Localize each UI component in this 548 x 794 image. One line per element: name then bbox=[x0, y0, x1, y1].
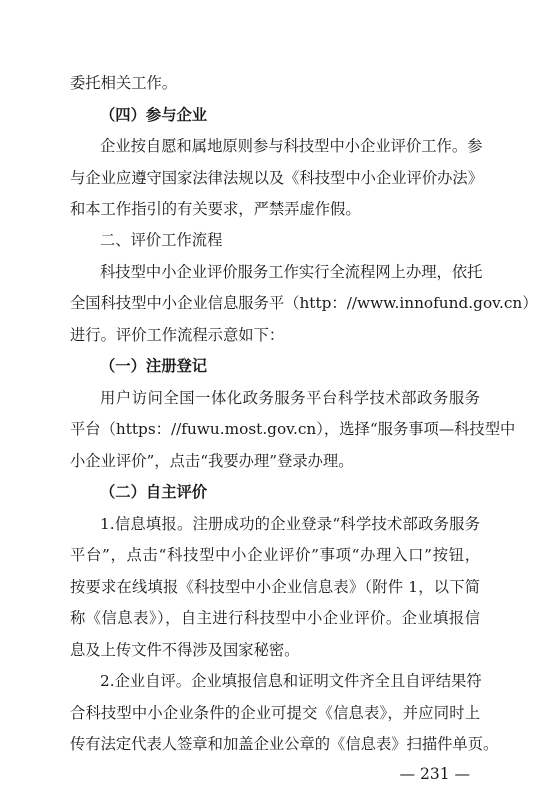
paragraph-line: 进行。评价工作流程示意如下： bbox=[70, 326, 285, 344]
paragraph-line: 全国科技型中小企业信息服务平（http：//www.innofund.gov.cn） bbox=[70, 294, 538, 312]
paragraph-line: 称《信息表》），自主进行科技型中小企业评价。企业填报信 bbox=[70, 609, 480, 627]
paragraph-line: 传有法定代表人签章和加盖企业公章的《信息表》扫描件单页。 bbox=[70, 735, 499, 753]
paragraph-line: 与企业应遵守国家法律法规以及《科技型中小企业评价办法》 bbox=[70, 169, 484, 187]
paragraph-line: 用户访问全国一体化政务服务平台科学技术部政务服务 bbox=[100, 389, 480, 407]
paragraph-line: 和本工作指引的有关要求，严禁弄虚作假。 bbox=[70, 200, 361, 218]
paragraph-line: 2.企业自评。企业填报信息和证明文件齐全且自评结果符 bbox=[100, 672, 482, 690]
paragraph-line: 1.信息填报。注册成功的企业登录“科学技术部政务服务 bbox=[100, 515, 480, 533]
paragraph-line: 平台”，点击“科技型中小企业评价”事项“办理入口”按钮， bbox=[70, 546, 480, 564]
section-heading: （四）参与企业 bbox=[100, 106, 208, 124]
paragraph-line: 合科技型中小企业条件的企业可提交《信息表》，并应同时上 bbox=[70, 704, 480, 722]
paragraph-line: 企业按自愿和属地原则参与科技型中小企业评价工作。参 bbox=[100, 137, 483, 155]
section-heading: （二）自主评价 bbox=[100, 483, 208, 501]
paragraph-line: 小企业评价”，点击“我要办理”登录办理。 bbox=[70, 452, 354, 470]
paragraph-line: 委托相关工作。 bbox=[70, 74, 178, 92]
page-number: — 231 — bbox=[399, 765, 470, 783]
paragraph-line: 平台（https：//fuwu.most.gov.cn），选择“服务事项—科技型中 bbox=[70, 420, 516, 438]
paragraph-line: 按要求在线填报《科技型中小企业信息表》（附件 1，以下简 bbox=[70, 578, 480, 596]
section-heading: （一）注册登记 bbox=[100, 357, 208, 375]
paragraph-line: 科技型中小企业评价服务工作实行全流程网上办理，依托 bbox=[100, 263, 483, 281]
paragraph-line: 息及上传文件不得涉及国家秘密。 bbox=[70, 641, 300, 659]
section-heading: 二、评价工作流程 bbox=[100, 231, 223, 249]
